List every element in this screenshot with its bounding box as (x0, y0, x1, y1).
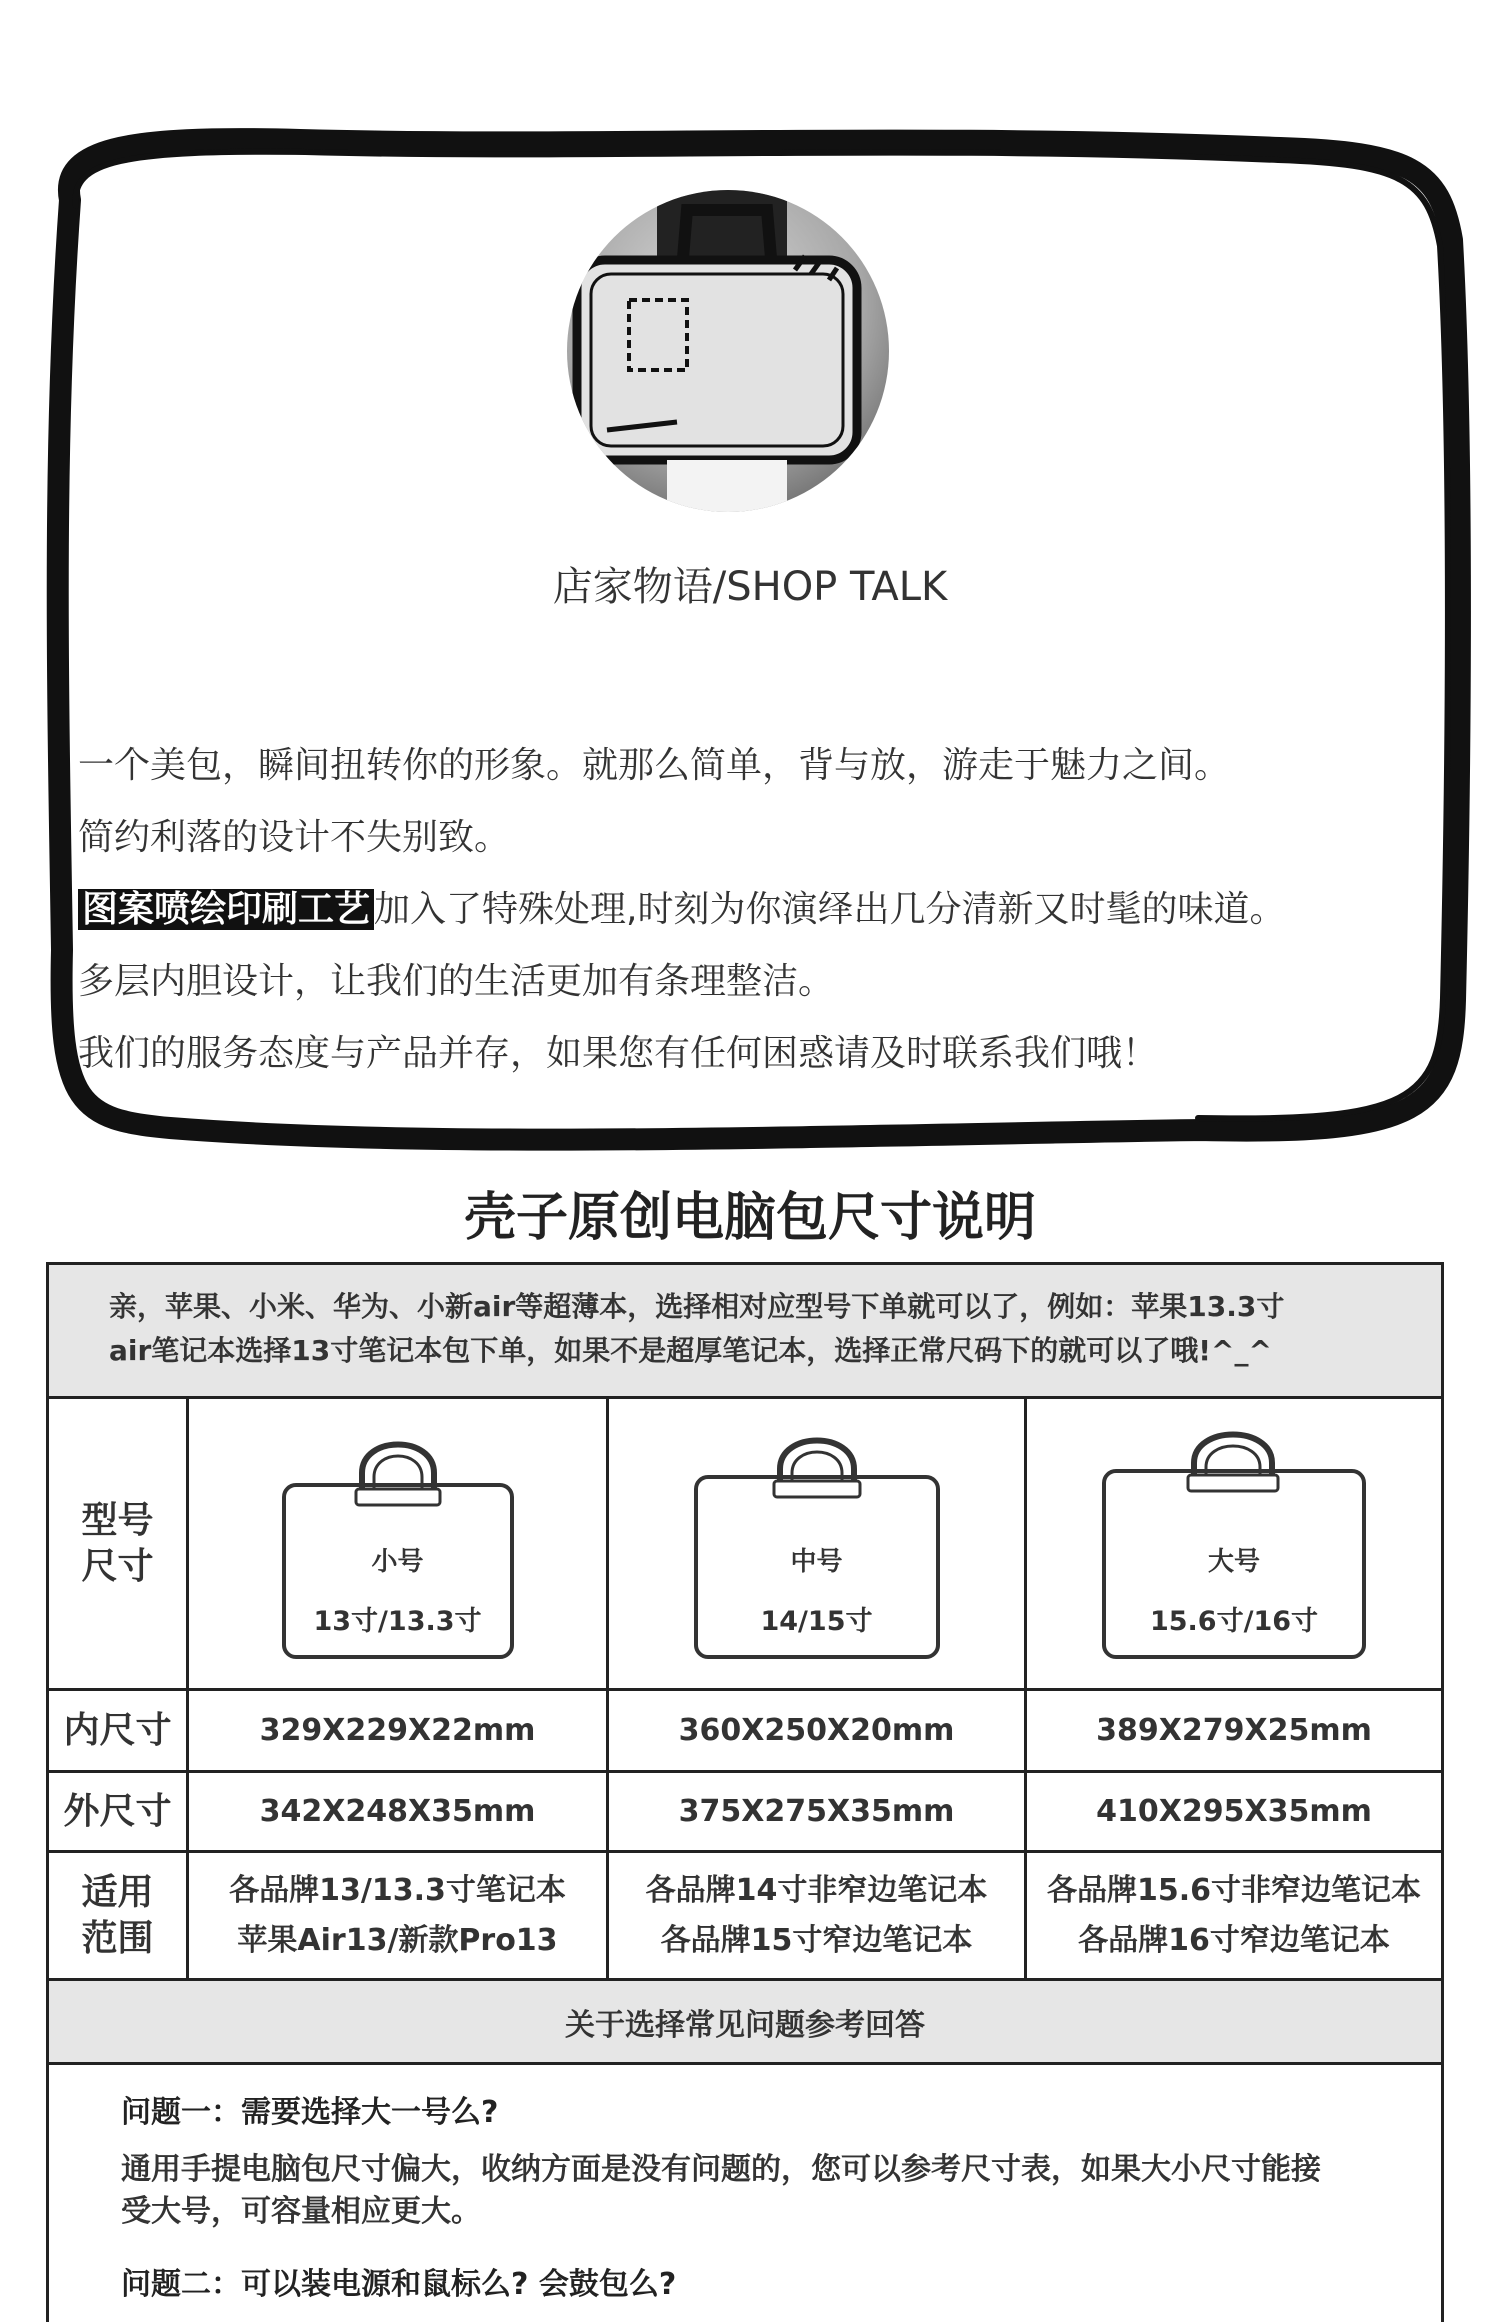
range-value: 各品牌14寸非窄边笔记本 各品牌15寸窄边笔记本 (609, 1853, 1027, 1978)
model-size-label: 型号 尺寸 (49, 1399, 189, 1688)
outer-size-value: 342X248X35mm (189, 1773, 609, 1850)
outer-size-value: 410X295X35mm (1096, 1794, 1372, 1829)
range-row (49, 1853, 1441, 1981)
intro-line: 简约利落的设计不失别致。 (78, 817, 511, 858)
inner-size-value: 389X279X25mm (1096, 1713, 1372, 1748)
size-small-cell (189, 1399, 609, 1688)
intro-line (78, 874, 1478, 946)
inner-size-value: 329X229X22mm (189, 1691, 609, 1770)
size-inches: 15.6寸/16寸 (1149, 1605, 1319, 1637)
inner-size-row (49, 1691, 1441, 1773)
size-name: 中号 (790, 1546, 843, 1577)
intro-line: 一个美包，瞬间扭转你的形象。就那么简单，背与放，游走于魅力之间。 (78, 745, 1231, 786)
intro-line-rest: 加入了特殊处理,时刻为你演绎出几分清新又时髦的味道。 (374, 889, 1286, 930)
intro-line: 多层内胆设计，让我们的生活更加有条理整洁。 (78, 961, 835, 1002)
faq-section (49, 2065, 1441, 2307)
range-value: 各品牌13/13.3寸笔记本 苹果Air13/新款Pro13 (189, 1853, 609, 1978)
faq-question: 问题一：需要选择大一号么? (121, 2095, 499, 2130)
size-guide-title: 壳子原创电脑包尺寸说明 (463, 1188, 1036, 1248)
inner-size-value: 360X250X20mm (609, 1691, 1027, 1770)
bag-medium (694, 1429, 940, 1659)
intro-text (78, 730, 1478, 1090)
faq-question: 问题二：可以装电源和鼠标么? 会鼓包么? (121, 2267, 677, 2302)
size-name: 大号 (1207, 1546, 1260, 1577)
size-inches: 14/15寸 (760, 1605, 873, 1637)
size-tip (49, 1265, 1441, 1399)
size-name: 小号 (371, 1546, 424, 1577)
size-table (46, 1262, 1444, 2322)
size-medium-cell (609, 1399, 1027, 1688)
inner-size-label: 内尺寸 (49, 1691, 189, 1770)
bag-small (282, 1429, 514, 1659)
craft-highlight: 图案喷绘印刷工艺 (78, 889, 374, 930)
size-inches: 13寸/13.3寸 (313, 1605, 482, 1637)
faq-answer: 通用手提电脑包尺寸偏大，收纳方面是没有问题的，您可以参考尺寸表，如果大小尺寸能接 受大号，可容量相应更大。 (121, 2152, 1321, 2229)
range-label: 适用 范围 (49, 1853, 189, 1978)
outer-size-value: 375X275X35mm (609, 1773, 1027, 1850)
tip-line: 亲，苹果、小米、华为、小新air等超薄本，选择相对应型号下单就可以了，例如：苹果13.3寸 (109, 1290, 1285, 1323)
bag-photo-illustration (567, 190, 889, 512)
intro-line: 我们的服务态度与产品并存，如果您有任何困惑请及时联系我们哦！ (78, 1033, 1159, 1074)
outer-size-label: 外尺寸 (49, 1773, 189, 1850)
outer-size-row (49, 1773, 1441, 1853)
faq-heading: 关于选择常见问题参考回答 (49, 1981, 1441, 2065)
shop-avatar (567, 190, 889, 512)
size-large-cell (1027, 1399, 1441, 1688)
model-row (49, 1399, 1441, 1691)
range-value: 各品牌15.6寸非窄边笔记本 各品牌16寸窄边笔记本 (1046, 1872, 1422, 1958)
bag-large (1102, 1429, 1366, 1659)
shop-talk-title: 店家物语/SHOP TALK (552, 564, 948, 610)
tip-line: air笔记本选择13寸笔记本包下单，如果不是超厚笔记本，选择正常尺码下的就可以了哦!^_^ (109, 1334, 1272, 1367)
